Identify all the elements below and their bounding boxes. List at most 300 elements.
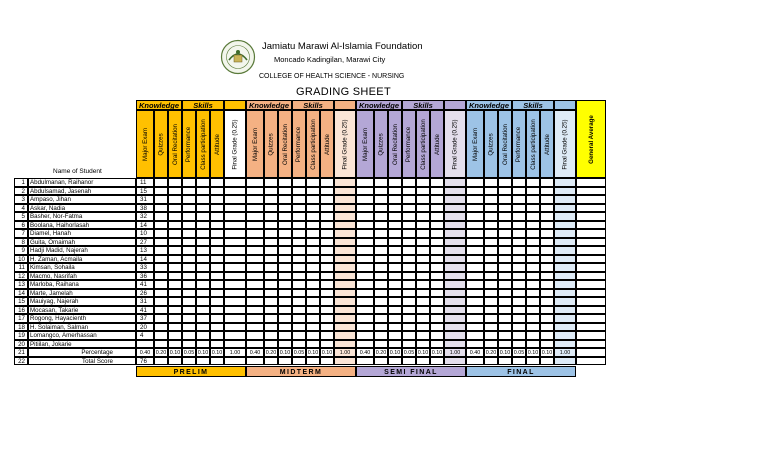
grade-cell[interactable]: [526, 255, 540, 264]
grade-cell[interactable]: [210, 246, 224, 255]
grade-cell[interactable]: [498, 289, 512, 298]
grade-cell[interactable]: [224, 357, 246, 366]
grade-cell[interactable]: [196, 195, 210, 204]
grade-cell[interactable]: [526, 229, 540, 238]
grade-cell[interactable]: [196, 255, 210, 264]
grade-cell[interactable]: [498, 272, 512, 281]
grade-cell[interactable]: [154, 306, 168, 315]
prelim-major-exam-score[interactable]: 20: [136, 323, 154, 332]
general-average-cell[interactable]: [576, 255, 606, 264]
grade-cell[interactable]: [246, 272, 264, 281]
grade-cell[interactable]: [246, 314, 264, 323]
general-average-cell[interactable]: [576, 348, 606, 357]
grade-cell[interactable]: [278, 306, 292, 315]
grade-cell[interactable]: [540, 272, 554, 281]
grade-cell[interactable]: [416, 246, 430, 255]
grade-cell[interactable]: [306, 229, 320, 238]
grade-cell[interactable]: [356, 280, 374, 289]
grade-cell[interactable]: [430, 331, 444, 340]
grade-cell[interactable]: [182, 221, 196, 230]
grade-cell[interactable]: [554, 229, 576, 238]
grade-cell[interactable]: [466, 280, 484, 289]
grade-cell[interactable]: [224, 178, 246, 187]
grade-cell[interactable]: [154, 195, 168, 204]
grade-cell[interactable]: [334, 187, 356, 196]
grade-cell[interactable]: [498, 297, 512, 306]
grade-cell[interactable]: [334, 204, 356, 213]
general-average-cell[interactable]: [576, 195, 606, 204]
grade-cell[interactable]: [356, 212, 374, 221]
grade-cell[interactable]: [210, 204, 224, 213]
grade-cell[interactable]: [246, 204, 264, 213]
grade-cell[interactable]: [246, 229, 264, 238]
grade-cell[interactable]: [306, 178, 320, 187]
grade-cell[interactable]: [224, 314, 246, 323]
grade-cell[interactable]: [168, 263, 182, 272]
grade-cell[interactable]: [196, 357, 210, 366]
grade-cell[interactable]: [402, 263, 416, 272]
grade-cell[interactable]: [512, 323, 526, 332]
grade-cell[interactable]: [374, 323, 388, 332]
grade-cell[interactable]: [196, 272, 210, 281]
grade-cell[interactable]: [388, 229, 402, 238]
grade-cell[interactable]: [306, 331, 320, 340]
grade-cell[interactable]: [484, 204, 498, 213]
grade-cell[interactable]: [540, 263, 554, 272]
grade-cell[interactable]: [334, 289, 356, 298]
grade-cell[interactable]: [154, 221, 168, 230]
grade-cell[interactable]: [168, 229, 182, 238]
grade-cell[interactable]: [320, 272, 334, 281]
grade-cell[interactable]: [168, 314, 182, 323]
grade-cell[interactable]: [182, 255, 196, 264]
grade-cell[interactable]: [224, 187, 246, 196]
grade-cell[interactable]: [334, 331, 356, 340]
grade-cell[interactable]: [444, 187, 466, 196]
grade-cell[interactable]: [320, 195, 334, 204]
grade-cell[interactable]: [224, 331, 246, 340]
grade-cell[interactable]: [402, 221, 416, 230]
grade-cell[interactable]: [264, 255, 278, 264]
grade-cell[interactable]: [416, 204, 430, 213]
grade-cell[interactable]: [334, 221, 356, 230]
grade-cell[interactable]: [182, 195, 196, 204]
grade-cell[interactable]: [306, 297, 320, 306]
grade-cell[interactable]: [498, 187, 512, 196]
grade-cell[interactable]: [466, 357, 484, 366]
grade-cell[interactable]: [374, 246, 388, 255]
grade-cell[interactable]: [210, 280, 224, 289]
grade-cell[interactable]: [540, 331, 554, 340]
grade-cell[interactable]: [278, 204, 292, 213]
grade-cell[interactable]: [154, 212, 168, 221]
grade-cell[interactable]: [444, 331, 466, 340]
grade-cell[interactable]: [374, 221, 388, 230]
grade-cell[interactable]: [306, 187, 320, 196]
grade-cell[interactable]: [540, 238, 554, 247]
grade-cell[interactable]: [512, 297, 526, 306]
general-average-cell[interactable]: [576, 357, 606, 366]
grade-cell[interactable]: [416, 238, 430, 247]
grade-cell[interactable]: [374, 178, 388, 187]
grade-cell[interactable]: [388, 357, 402, 366]
grade-cell[interactable]: [224, 255, 246, 264]
grade-cell[interactable]: [374, 187, 388, 196]
grade-cell[interactable]: [292, 272, 306, 281]
grade-cell[interactable]: [264, 357, 278, 366]
grade-cell[interactable]: [388, 238, 402, 247]
grade-cell[interactable]: [402, 297, 416, 306]
prelim-major-exam-score[interactable]: 13: [136, 246, 154, 255]
grade-cell[interactable]: [210, 272, 224, 281]
grade-cell[interactable]: [246, 306, 264, 315]
grade-cell[interactable]: [306, 323, 320, 332]
grade-cell[interactable]: [196, 212, 210, 221]
grade-cell[interactable]: [292, 314, 306, 323]
grade-cell[interactable]: [154, 187, 168, 196]
grade-cell[interactable]: [430, 263, 444, 272]
grade-cell[interactable]: [264, 272, 278, 281]
grade-cell[interactable]: [416, 323, 430, 332]
grade-cell[interactable]: [210, 306, 224, 315]
grade-cell[interactable]: [526, 357, 540, 366]
grade-cell[interactable]: [416, 314, 430, 323]
grade-cell[interactable]: [154, 272, 168, 281]
grade-cell[interactable]: [334, 238, 356, 247]
grade-cell[interactable]: [388, 263, 402, 272]
grade-cell[interactable]: [498, 229, 512, 238]
grade-cell[interactable]: [540, 178, 554, 187]
grade-cell[interactable]: [334, 357, 356, 366]
grade-cell[interactable]: [554, 280, 576, 289]
grade-cell[interactable]: [182, 187, 196, 196]
grade-cell[interactable]: [430, 255, 444, 264]
grade-cell[interactable]: [526, 238, 540, 247]
grade-cell[interactable]: [278, 340, 292, 349]
grade-cell[interactable]: [168, 195, 182, 204]
grade-cell[interactable]: [154, 246, 168, 255]
grade-cell[interactable]: [278, 314, 292, 323]
prelim-major-exam-score[interactable]: 31: [136, 195, 154, 204]
prelim-major-exam-score[interactable]: 4: [136, 331, 154, 340]
grade-cell[interactable]: [168, 178, 182, 187]
grade-cell[interactable]: [278, 272, 292, 281]
grade-cell[interactable]: [484, 297, 498, 306]
grade-cell[interactable]: [292, 187, 306, 196]
grade-cell[interactable]: [374, 357, 388, 366]
grade-cell[interactable]: [224, 204, 246, 213]
grade-cell[interactable]: [182, 306, 196, 315]
grade-cell[interactable]: [402, 212, 416, 221]
grade-cell[interactable]: [182, 280, 196, 289]
grade-cell[interactable]: [374, 255, 388, 264]
grade-cell[interactable]: [292, 331, 306, 340]
grade-cell[interactable]: [554, 272, 576, 281]
grade-cell[interactable]: [334, 178, 356, 187]
grade-cell[interactable]: [374, 297, 388, 306]
grade-cell[interactable]: [484, 195, 498, 204]
grade-cell[interactable]: [278, 187, 292, 196]
grade-cell[interactable]: [402, 331, 416, 340]
grade-cell[interactable]: [168, 272, 182, 281]
grade-cell[interactable]: [416, 229, 430, 238]
general-average-cell[interactable]: [576, 314, 606, 323]
grade-cell[interactable]: [306, 306, 320, 315]
grade-cell[interactable]: [168, 246, 182, 255]
grade-cell[interactable]: [196, 229, 210, 238]
prelim-major-exam-score[interactable]: 11: [136, 178, 154, 187]
grade-cell[interactable]: [444, 238, 466, 247]
grade-cell[interactable]: [554, 306, 576, 315]
grade-cell[interactable]: [484, 246, 498, 255]
prelim-major-exam-score[interactable]: 10: [136, 229, 154, 238]
grade-cell[interactable]: [356, 178, 374, 187]
grade-cell[interactable]: [526, 306, 540, 315]
grade-cell[interactable]: [430, 238, 444, 247]
grade-cell[interactable]: [154, 340, 168, 349]
grade-cell[interactable]: [278, 229, 292, 238]
grade-cell[interactable]: [306, 255, 320, 264]
grade-cell[interactable]: [306, 314, 320, 323]
grade-cell[interactable]: [388, 272, 402, 281]
grade-cell[interactable]: [246, 357, 264, 366]
grade-cell[interactable]: [356, 323, 374, 332]
grade-cell[interactable]: [320, 357, 334, 366]
grade-cell[interactable]: [444, 280, 466, 289]
grade-cell[interactable]: [526, 195, 540, 204]
grade-cell[interactable]: [484, 212, 498, 221]
grade-cell[interactable]: [512, 331, 526, 340]
grade-cell[interactable]: [196, 221, 210, 230]
grade-cell[interactable]: [540, 204, 554, 213]
grade-cell[interactable]: [292, 246, 306, 255]
grade-cell[interactable]: [224, 280, 246, 289]
grade-cell[interactable]: [334, 323, 356, 332]
grade-cell[interactable]: [264, 195, 278, 204]
grade-cell[interactable]: [320, 289, 334, 298]
grade-cell[interactable]: [356, 340, 374, 349]
grade-cell[interactable]: [554, 255, 576, 264]
general-average-cell[interactable]: [576, 221, 606, 230]
grade-cell[interactable]: [264, 297, 278, 306]
grade-cell[interactable]: [430, 323, 444, 332]
grade-cell[interactable]: [484, 314, 498, 323]
grade-cell[interactable]: [526, 187, 540, 196]
grade-cell[interactable]: [196, 340, 210, 349]
grade-cell[interactable]: [374, 212, 388, 221]
grade-cell[interactable]: [466, 246, 484, 255]
grade-cell[interactable]: [210, 357, 224, 366]
grade-cell[interactable]: [484, 187, 498, 196]
grade-cell[interactable]: [484, 221, 498, 230]
grade-cell[interactable]: [540, 246, 554, 255]
grade-cell[interactable]: [292, 289, 306, 298]
grade-cell[interactable]: [292, 263, 306, 272]
grade-cell[interactable]: [210, 297, 224, 306]
grade-cell[interactable]: [224, 297, 246, 306]
grade-cell[interactable]: [374, 306, 388, 315]
grade-cell[interactable]: [444, 195, 466, 204]
grade-cell[interactable]: [196, 238, 210, 247]
grade-cell[interactable]: [356, 229, 374, 238]
grade-cell[interactable]: [320, 221, 334, 230]
prelim-major-exam-score[interactable]: 33: [136, 263, 154, 272]
grade-cell[interactable]: [416, 195, 430, 204]
grade-cell[interactable]: [320, 306, 334, 315]
grade-cell[interactable]: [416, 263, 430, 272]
grade-cell[interactable]: [402, 195, 416, 204]
grade-cell[interactable]: [182, 212, 196, 221]
grade-cell[interactable]: [484, 331, 498, 340]
grade-cell[interactable]: [264, 204, 278, 213]
general-average-cell[interactable]: [576, 331, 606, 340]
prelim-major-exam-score[interactable]: 36: [136, 272, 154, 281]
grade-cell[interactable]: [374, 238, 388, 247]
grade-cell[interactable]: [224, 195, 246, 204]
grade-cell[interactable]: [224, 272, 246, 281]
grade-cell[interactable]: [402, 314, 416, 323]
prelim-major-exam-score[interactable]: 27: [136, 238, 154, 247]
grade-cell[interactable]: [196, 263, 210, 272]
grade-cell[interactable]: [320, 314, 334, 323]
grade-cell[interactable]: [466, 204, 484, 213]
prelim-major-exam-score[interactable]: 41: [136, 306, 154, 315]
grade-cell[interactable]: [292, 306, 306, 315]
prelim-major-exam-score[interactable]: 26: [136, 289, 154, 298]
grade-cell[interactable]: [388, 306, 402, 315]
grade-cell[interactable]: [374, 331, 388, 340]
grade-cell[interactable]: [498, 263, 512, 272]
grade-cell[interactable]: [466, 221, 484, 230]
grade-cell[interactable]: [444, 204, 466, 213]
grade-cell[interactable]: [264, 314, 278, 323]
grade-cell[interactable]: [246, 221, 264, 230]
grade-cell[interactable]: [306, 212, 320, 221]
grade-cell[interactable]: [402, 204, 416, 213]
grade-cell[interactable]: [224, 246, 246, 255]
grade-cell[interactable]: [554, 289, 576, 298]
grade-cell[interactable]: [512, 238, 526, 247]
grade-cell[interactable]: [224, 221, 246, 230]
grade-cell[interactable]: [306, 340, 320, 349]
grade-cell[interactable]: [554, 263, 576, 272]
grade-cell[interactable]: [210, 212, 224, 221]
grade-cell[interactable]: [182, 204, 196, 213]
grade-cell[interactable]: [430, 306, 444, 315]
grade-cell[interactable]: [388, 331, 402, 340]
grade-cell[interactable]: [246, 178, 264, 187]
grade-cell[interactable]: [334, 306, 356, 315]
grade-cell[interactable]: [402, 340, 416, 349]
grade-cell[interactable]: [466, 306, 484, 315]
grade-cell[interactable]: [554, 204, 576, 213]
grade-cell[interactable]: [246, 255, 264, 264]
grade-cell[interactable]: [374, 340, 388, 349]
grade-cell[interactable]: [320, 280, 334, 289]
grade-cell[interactable]: [466, 297, 484, 306]
grade-cell[interactable]: [416, 280, 430, 289]
grade-cell[interactable]: [388, 280, 402, 289]
grade-cell[interactable]: [430, 297, 444, 306]
grade-cell[interactable]: [526, 323, 540, 332]
grade-cell[interactable]: [466, 212, 484, 221]
grade-cell[interactable]: [292, 255, 306, 264]
grade-cell[interactable]: [430, 314, 444, 323]
grade-cell[interactable]: [388, 246, 402, 255]
grade-cell[interactable]: [168, 280, 182, 289]
grade-cell[interactable]: [430, 178, 444, 187]
grade-cell[interactable]: [306, 289, 320, 298]
grade-cell[interactable]: [526, 289, 540, 298]
grade-cell[interactable]: [402, 238, 416, 247]
grade-cell[interactable]: [154, 297, 168, 306]
grade-cell[interactable]: [292, 204, 306, 213]
general-average-cell[interactable]: [576, 323, 606, 332]
grade-cell[interactable]: [210, 238, 224, 247]
grade-cell[interactable]: [402, 229, 416, 238]
grade-cell[interactable]: [306, 263, 320, 272]
grade-cell[interactable]: [306, 272, 320, 281]
grade-cell[interactable]: [356, 221, 374, 230]
grade-cell[interactable]: [416, 357, 430, 366]
grade-cell[interactable]: [168, 306, 182, 315]
grade-cell[interactable]: [498, 238, 512, 247]
grade-cell[interactable]: [196, 289, 210, 298]
grade-cell[interactable]: [264, 238, 278, 247]
grade-cell[interactable]: [278, 178, 292, 187]
grade-cell[interactable]: [484, 263, 498, 272]
grade-cell[interactable]: [356, 289, 374, 298]
grade-cell[interactable]: [466, 314, 484, 323]
grade-cell[interactable]: [466, 323, 484, 332]
grade-cell[interactable]: [416, 212, 430, 221]
grade-cell[interactable]: [292, 238, 306, 247]
grade-cell[interactable]: [430, 187, 444, 196]
grade-cell[interactable]: [210, 289, 224, 298]
grade-cell[interactable]: [292, 297, 306, 306]
grade-cell[interactable]: [402, 289, 416, 298]
grade-cell[interactable]: [292, 195, 306, 204]
general-average-cell[interactable]: [576, 297, 606, 306]
grade-cell[interactable]: [210, 323, 224, 332]
grade-cell[interactable]: [374, 272, 388, 281]
grade-cell[interactable]: [540, 314, 554, 323]
grade-cell[interactable]: [444, 212, 466, 221]
grade-cell[interactable]: [182, 289, 196, 298]
grade-cell[interactable]: [444, 289, 466, 298]
grade-cell[interactable]: [540, 323, 554, 332]
grade-cell[interactable]: [356, 314, 374, 323]
grade-cell[interactable]: [374, 280, 388, 289]
grade-cell[interactable]: [498, 246, 512, 255]
general-average-cell[interactable]: [576, 340, 606, 349]
general-average-cell[interactable]: [576, 212, 606, 221]
grade-cell[interactable]: [416, 340, 430, 349]
grade-cell[interactable]: [320, 340, 334, 349]
grade-cell[interactable]: [154, 238, 168, 247]
grade-cell[interactable]: [334, 246, 356, 255]
grade-cell[interactable]: [154, 229, 168, 238]
general-average-cell[interactable]: [576, 263, 606, 272]
grade-cell[interactable]: [444, 229, 466, 238]
grade-cell[interactable]: [356, 272, 374, 281]
grade-cell[interactable]: [512, 314, 526, 323]
grade-cell[interactable]: [498, 221, 512, 230]
grade-cell[interactable]: [416, 331, 430, 340]
grade-cell[interactable]: [540, 212, 554, 221]
grade-cell[interactable]: [168, 340, 182, 349]
grade-cell[interactable]: [498, 212, 512, 221]
